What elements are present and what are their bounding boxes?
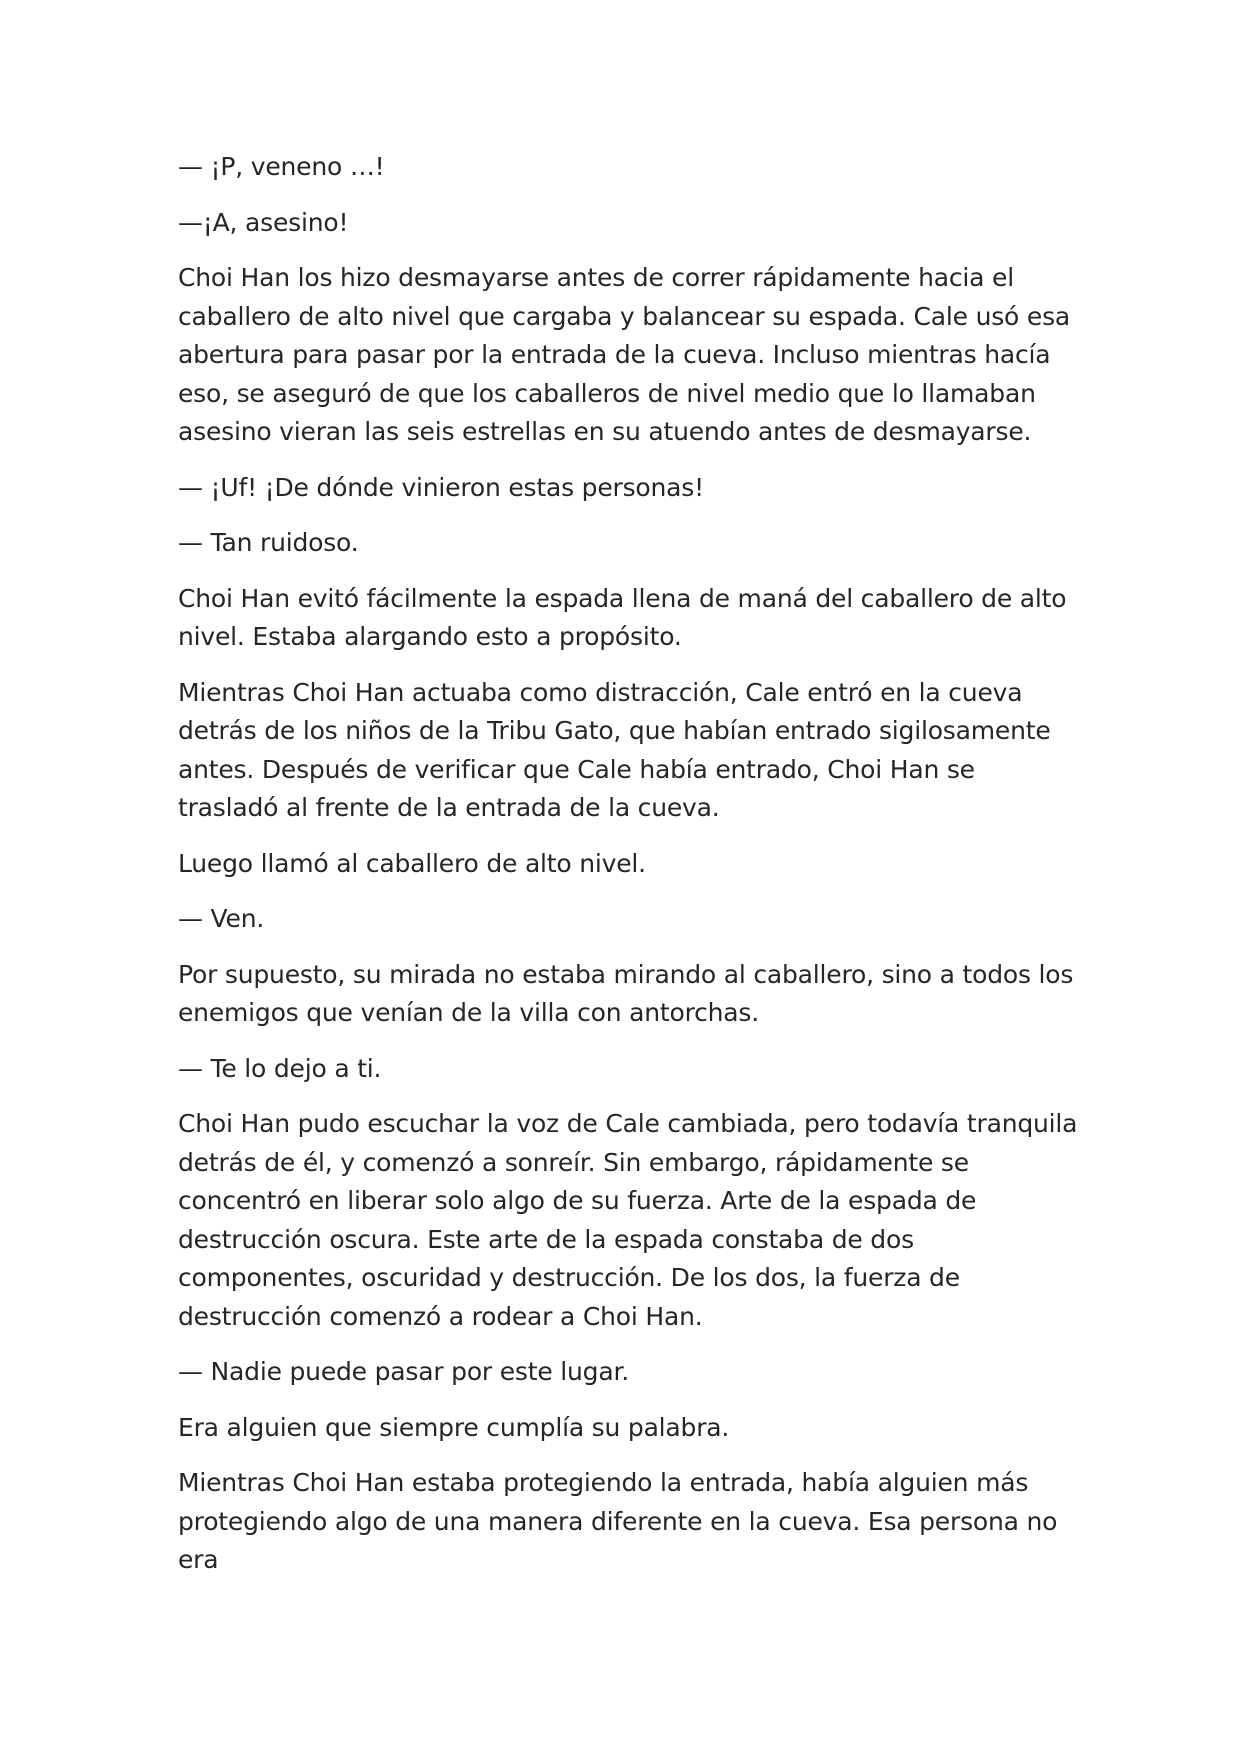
paragraph: — Ven. <box>178 904 265 933</box>
paragraph: — Nadie puede pasar por este lugar. <box>178 1357 629 1386</box>
paragraph: — ¡P, veneno …! <box>178 152 385 181</box>
paragraph: Era alguien que siempre cumplía su palabra. <box>178 1412 730 1442</box>
paragraph: Choi Han los hizo desmayarse antes de correr rápidamente hacia el caballero de alto nivel que cargaba y balancear su espada. Cale usó esa abertura para pasar por la entrada de la cueva. Incluso mientras hacía eso, se aseguró de que los caballeros de nivel medio que lo llamaban asesino vieran las seis estrellas en su atuendo antes de desmayarse. <box>178 263 1071 446</box>
document-body <box>178 148 1078 1597</box>
paragraph: —¡A, asesino! <box>178 207 349 237</box>
paragraph: Choi Han evitó fácilmente la espada llena de maná del caballero de alto nivel. Estaba alargando esto a propósito. <box>178 583 1067 651</box>
paragraph: Por supuesto, su mirada no estaba mirando al caballero, sino a todos los enemigos que venían de la villa con antorchas. <box>178 959 1074 1027</box>
paragraph: Mientras Choi Han estaba protegiendo la entrada, había alguien más protegiendo algo de una manera diferente en la cueva. Esa persona no era <box>178 1468 1058 1574</box>
paragraph: Choi Han pudo escuchar la voz de Cale cambiada, pero todavía tranquila detrás de él, y comenzó a sonreír. Sin embargo, rápidamente se concentró en liberar solo algo de su fuerza. Arte de la espada de destrucción oscura. Este arte de la espada constaba de dos componentes, oscuridad y destrucción. De los dos, la fuerza de destrucción comenzó a rodear a Choi Han. <box>178 1109 1078 1331</box>
paragraph: — Te lo dejo a ti. <box>178 1053 382 1083</box>
paragraph: — ¡Uf! ¡De dónde vinieron estas personas! <box>178 472 704 502</box>
paragraph: — Tan ruidoso. <box>178 528 359 557</box>
paragraph: Luego llamó al caballero de alto nivel. <box>178 848 646 878</box>
paragraph: Mientras Choi Han actuaba como distracción, Cale entró en la cueva detrás de los niños de la Tribu Gato, que habían entrado sigilosamente antes. Después de verificar que Cale había entrado, Choi Han se trasladó al frente de la entrada de la cueva. <box>178 677 1051 822</box>
